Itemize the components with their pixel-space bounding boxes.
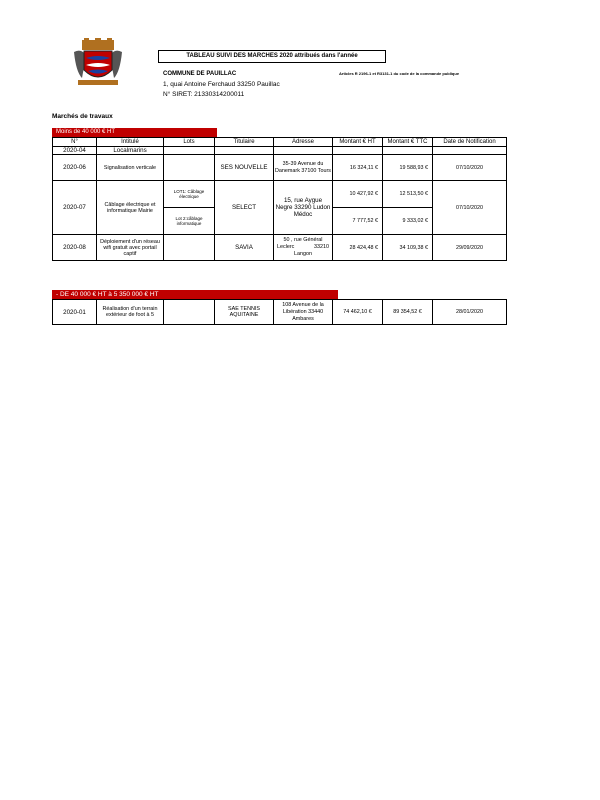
table-row bbox=[53, 147, 507, 155]
cell-montant-ht: 28 424,48 € bbox=[333, 235, 383, 261]
cell-montant-ttc: 34 109,38 € bbox=[383, 235, 433, 261]
cell-montant-ht: 16 324,11 € bbox=[333, 155, 383, 181]
cell-lot-1: LOT1: Câblage électrique bbox=[164, 181, 215, 208]
commune-siret: N° SIRET: 21330314200011 bbox=[163, 91, 245, 98]
col-montant-ht: Montant € HT bbox=[333, 138, 383, 147]
cell-intitule: Câblage électrique et informatique Mairie bbox=[97, 181, 164, 235]
commune-address: 1, quai Antoine Ferchaud 33250 Pauillac bbox=[163, 81, 280, 88]
table-row bbox=[53, 235, 507, 261]
cell-adresse: 35-39 Avenue du Danemark 37100 Tours bbox=[274, 155, 333, 181]
address-postcode: 33210 bbox=[314, 244, 329, 250]
cell-titulaire: SAE TENNIS AQUITAINE bbox=[215, 300, 274, 325]
cell-intitule: Réalisation d'un terrain extérieur de foot à 5 bbox=[97, 300, 164, 325]
address-street: Leclerc bbox=[277, 244, 295, 250]
cell-lot-2: Lot 2:câblage informatique bbox=[164, 208, 215, 235]
cell-montant-ttc: 89 354,52 € bbox=[383, 300, 433, 325]
table-40k-to-5350k bbox=[52, 299, 507, 325]
cell-lot-1-ht: 10 427,92 € bbox=[333, 181, 383, 208]
section-title: Marchés de travaux bbox=[52, 113, 113, 120]
cell-adresse: 15, rue Aygue Negre 33290 Ludon Médoc bbox=[274, 181, 333, 235]
cell-num: 2020-07 bbox=[53, 181, 97, 235]
cell-titulaire: SELECT bbox=[215, 181, 274, 235]
cell-adresse bbox=[274, 235, 333, 261]
cell-montant-ht: 74 462,10 € bbox=[333, 300, 383, 325]
commune-name: COMMUNE DE PAUILLAC bbox=[163, 71, 237, 77]
cell-lot-2-ttc: 9 333,02 € bbox=[383, 208, 433, 235]
cell-lot-2-ht: 7 777,52 € bbox=[333, 208, 383, 235]
address-city: Langon bbox=[294, 251, 312, 257]
cell-num: 2020-04 bbox=[53, 147, 97, 155]
address-line bbox=[275, 244, 331, 251]
table-row bbox=[53, 181, 507, 208]
col-lots: Lots bbox=[164, 138, 215, 147]
cell-titulaire: SAVIA bbox=[215, 235, 274, 261]
col-date: Date de Notification bbox=[433, 138, 507, 147]
table-row bbox=[53, 155, 507, 181]
col-titulaire: Titulaire bbox=[215, 138, 274, 147]
document-title: TABLEAU SUIVI DES MARCHES 2020 attribués dans l'année bbox=[158, 50, 386, 63]
cell-date: 29/09/2020 bbox=[433, 235, 507, 261]
table-under-40k bbox=[52, 137, 507, 261]
table-row bbox=[53, 300, 507, 325]
cell-num: 2020-01 bbox=[53, 300, 97, 325]
col-intitule: Intitulé bbox=[97, 138, 164, 147]
cell-intitule: Déploiement d'un réseau wifi gratuit avec portail captif bbox=[97, 235, 164, 261]
cell-lot-1-ttc: 12 513,50 € bbox=[383, 181, 433, 208]
threshold-band-under-40k: Moins de 40 000 € HT bbox=[52, 128, 217, 137]
coat-of-arms-logo bbox=[72, 38, 124, 88]
cell-montant-ttc: 19 588,93 € bbox=[383, 155, 433, 181]
cell-date: 07/10/2020 bbox=[433, 155, 507, 181]
cell-num: 2020-06 bbox=[53, 155, 97, 181]
col-montant-ttc: Montant € TTC bbox=[383, 138, 433, 147]
cell-adresse: 108 Avenue de la Libération 33440 Ambares bbox=[274, 300, 333, 325]
cell-num: 2020-08 bbox=[53, 235, 97, 261]
col-num: N° bbox=[53, 138, 97, 147]
cell-intitule: Localmarins bbox=[97, 147, 164, 155]
threshold-band-40k-to-5350k: - DE 40 000 € HT à 5 350 000 € HT bbox=[52, 290, 338, 299]
cell-date: 28/01/2020 bbox=[433, 300, 507, 325]
legal-articles: Articles R 2196-1 et R3131-1 du code de la commande publique bbox=[339, 71, 460, 76]
table-header-row bbox=[53, 138, 507, 147]
col-adresse: Adresse bbox=[274, 138, 333, 147]
cell-titulaire: SES NOUVELLE bbox=[215, 155, 274, 181]
cell-intitule: Signalisation verticale bbox=[97, 155, 164, 181]
address-line: 50 , rue Général bbox=[283, 237, 323, 243]
cell-date: 07/10/2020 bbox=[433, 181, 507, 235]
